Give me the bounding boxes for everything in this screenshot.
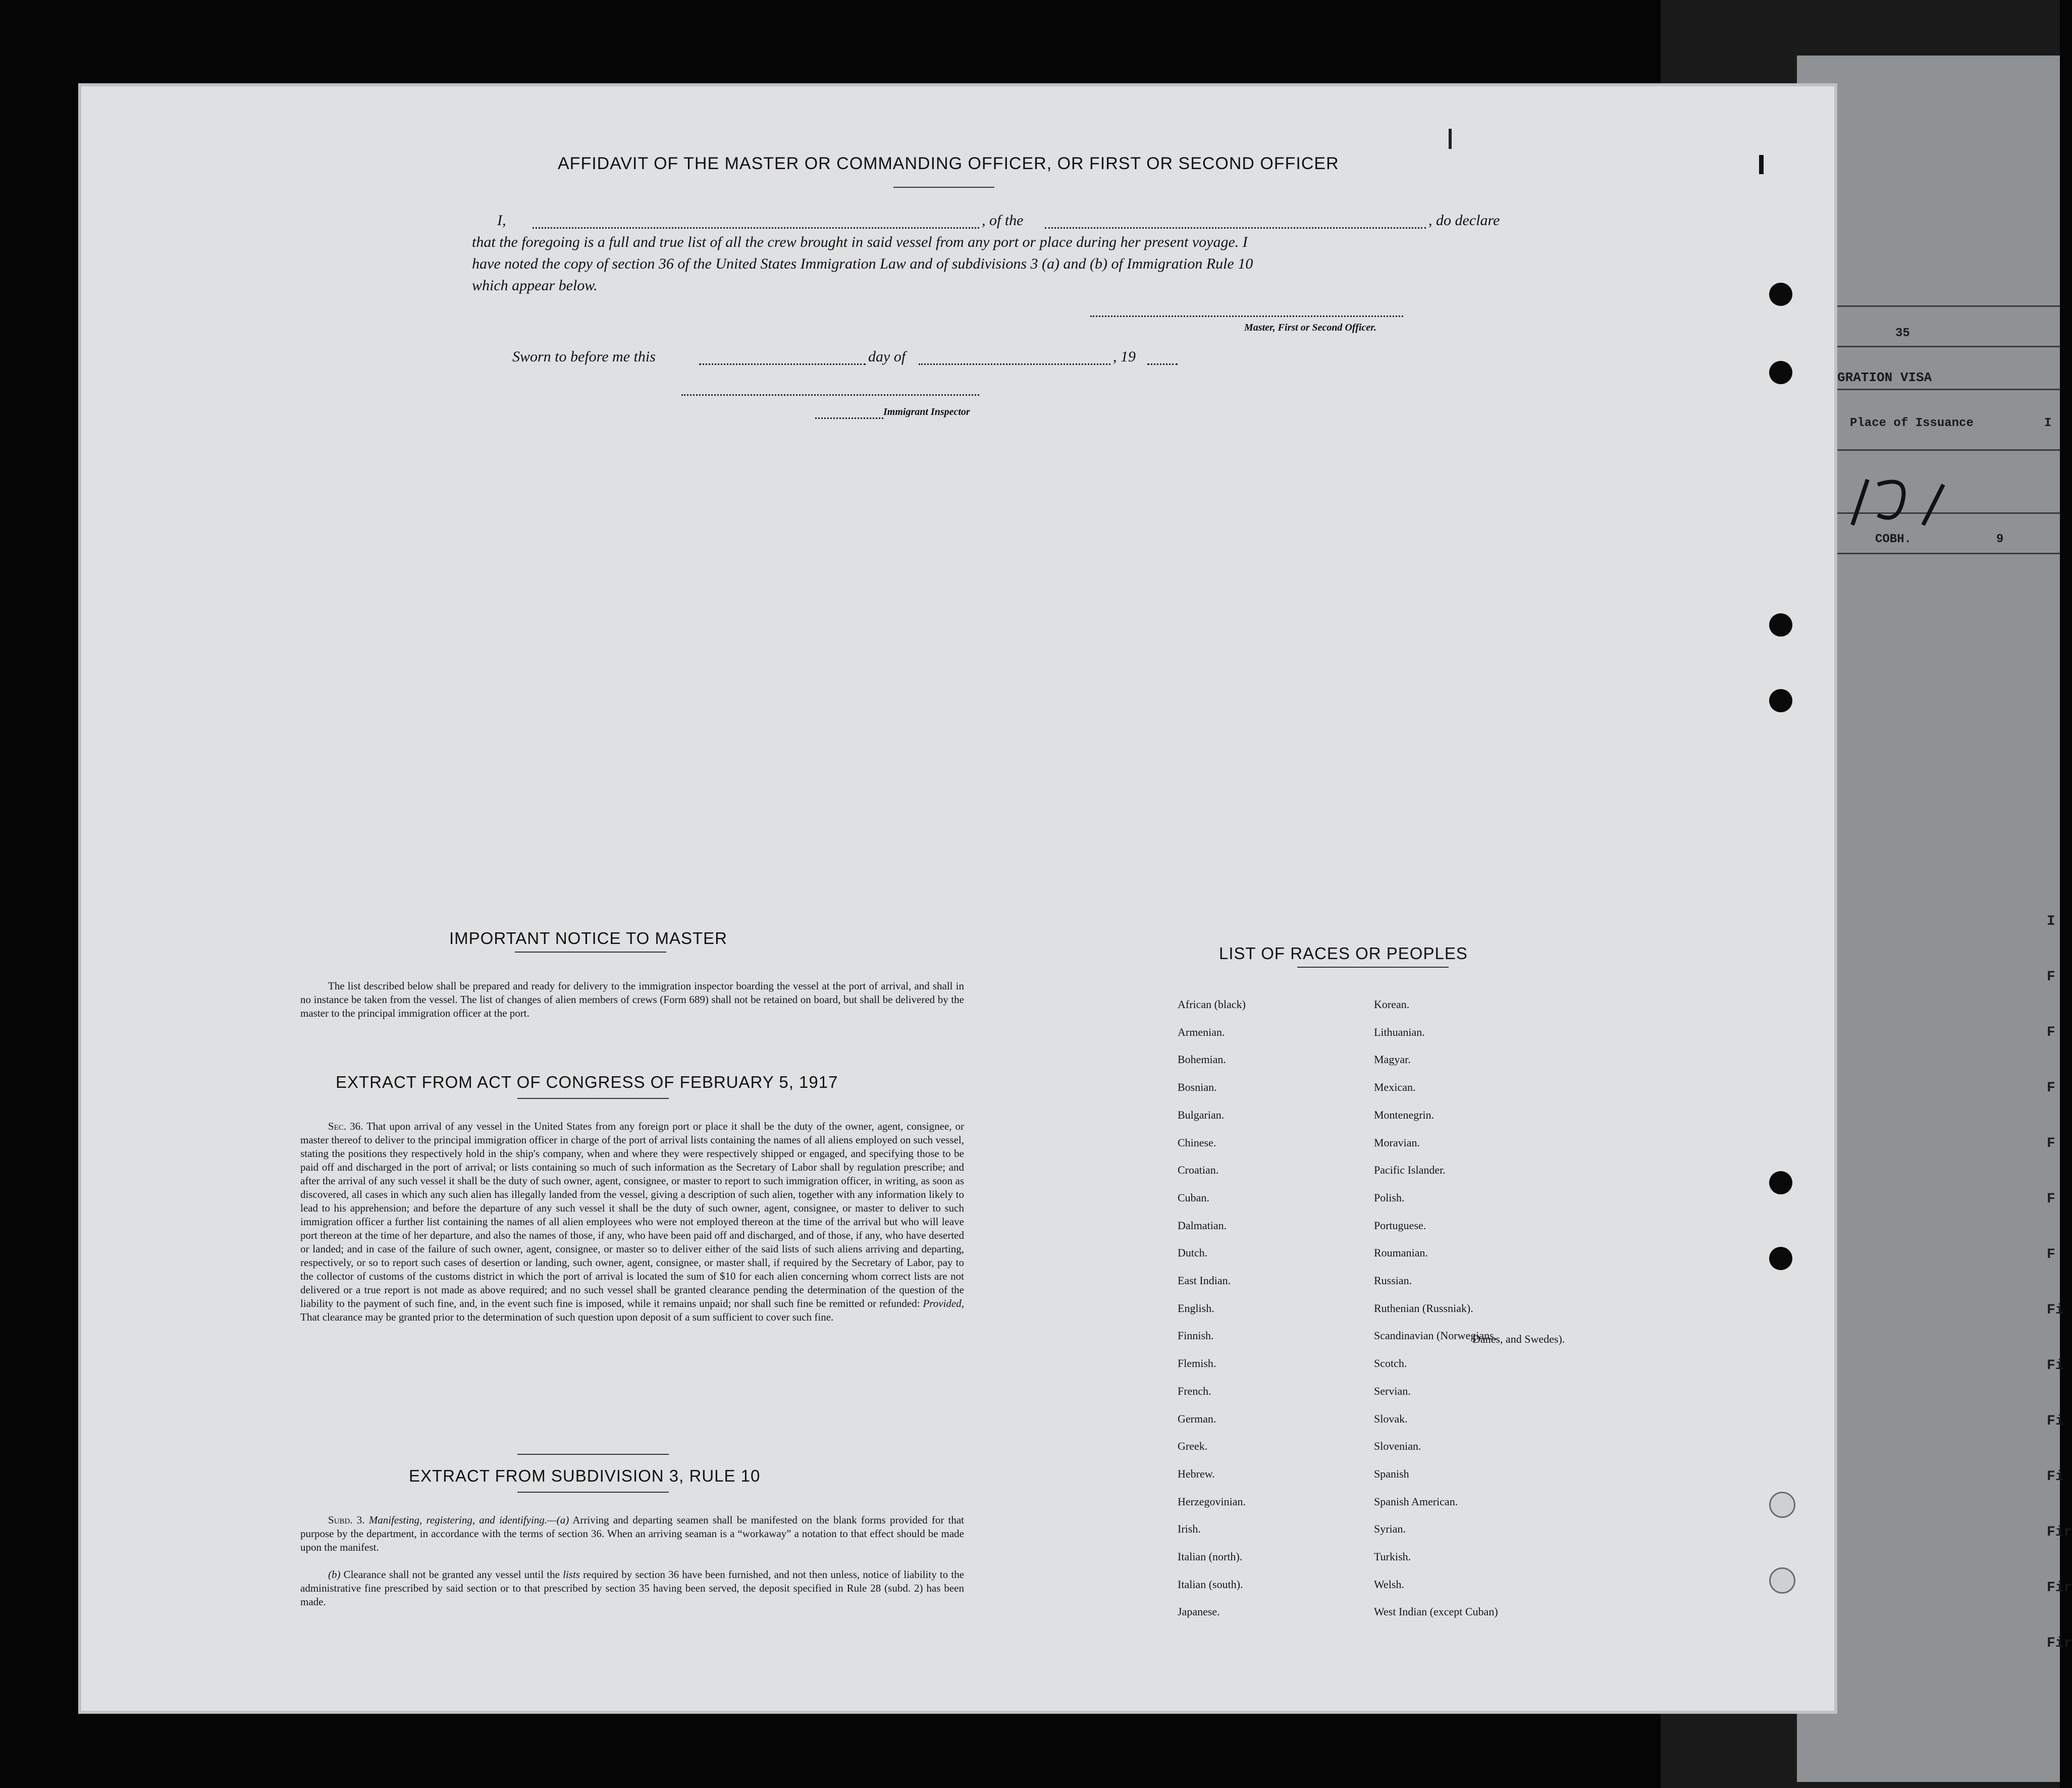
divider [893, 187, 994, 188]
race-item: West Indian (except Cuban) [1374, 1605, 1498, 1618]
race-item: Lithuanian. [1374, 1025, 1425, 1038]
year-text: , 19 [1113, 348, 1136, 365]
lists-word: lists [563, 1568, 580, 1581]
binder-hole-icon [1769, 1171, 1792, 1194]
sworn-day-field[interactable] [699, 363, 866, 365]
race-item: African (black) [1178, 998, 1246, 1011]
race-item: Scandinavian (Norwegians, [1374, 1329, 1497, 1342]
master-signature-field[interactable] [1090, 315, 1403, 317]
section-text: That upon arrival of any vessel in the United States from any foreign port or place it shall be the duty of the owner, agent, consignee, or master thereof to deliver to the principal immigration officer in charge of the port of arrival lists containing the names of all aliens employed on such vessel, stating the positions they respectively hold in the ship's company, when and where they were respectively shipped or engaged, and specifying those to be paid off and discharged in the port of arrival; or lists containing so much of such information as the Secretary of Labor shall by regulation prescribe; and after the arrival of any such vessel it shall be the duty of such owner, agent, consignee, or master to report to such immigration officer, in writing, as soon as discovered, all cases in which any such alien has illegally landed from the vessel, giving a description of such alien, together with any information likely to lead to his apprehension; and before the departure of any such vessel it shall be the duty of such owner, agent, consignee, or master to deliver to such immigration officer a further list containing the names of all alien employees who were not employed thereon at the time of the arrival but who will leave port thereon at the time of her departure, and also the names of those, if any, who have been paid off and discharged, and of those, if any, who have deserted or landed; and in case of the failure of such owner, agent, consignee, or master so to deliver either of the said lists of such aliens arriving and departing, respectively, or so to report such cases of desertion or landing, such owner, agent, consignee, or master shall, if required by the Secretary of Labor, pay to the collector of customs of the customs district in which the port of arrival is located the sum of $10 for each alien concerning whom correct lists are not delivered or a true report is not made as above required; and no such vessel shall be granted clearance pending the determination of the question of the liability to the payment of such fine, and, in the event such fine is imposed, while it remains unpaid; nor shall such fine be remitted or refunded: [300, 1120, 964, 1309]
binder-hole-icon [1769, 361, 1792, 384]
back-sheet-header-visa: GRATION VISA [1837, 370, 1932, 385]
race-item: Ruthenian (Russniak). [1374, 1301, 1473, 1314]
race-item: Finnish. [1178, 1329, 1214, 1342]
edge-fragment: I [2047, 914, 2055, 929]
binder-hole-icon [1769, 689, 1792, 712]
race-item: French. [1178, 1384, 1211, 1397]
sworn-text: Sworn to before me this [512, 348, 656, 365]
notice-body: The list described below shall be prepared and ready for delivery to the immigration inspector boarding the vessel at the port of arrival, and shall in no instance be taken from the vessel. The list of changes of alien members of crews (Form 689) shall not be retained on board, but shall be delivered by the master to the principal immigration officer at the port. [300, 980, 964, 1019]
race-item: Hebrew. [1178, 1467, 1215, 1480]
edge-fragment: F [2047, 1247, 2055, 1263]
race-item: Magyar. [1374, 1053, 1411, 1066]
binder-hole-icon [1769, 1247, 1792, 1270]
para-a-text: Arriving and departing seamen shall be manifested on the blank forms provided for that purpose by the department, in accordance with the terms of section 36. When an arriving seaman is a “workaway” a notation to that effect should be made upon the manifest. [300, 1514, 964, 1553]
race-item: Montenegrin. [1374, 1108, 1435, 1121]
race-item: Slovak. [1374, 1412, 1408, 1425]
race-item: Spanish [1374, 1467, 1409, 1480]
proviso-text: That clearance may be granted prior to the determination of such question upon deposit of a sum sufficient to cover such fine. [300, 1311, 834, 1323]
race-item: Croatian. [1178, 1164, 1219, 1177]
extract-act-title: EXTRACT FROM ACT OF CONGRESS OF FEBRUARY 5, 1917 [336, 1073, 838, 1091]
para-b-label: (b) [328, 1568, 341, 1581]
back-sheet-header-tail: I [2044, 416, 2052, 430]
notice-title: IMPORTANT NOTICE TO MASTER [449, 929, 728, 948]
binder-hole-icon [1769, 613, 1792, 637]
edge-fragment: Fir [2047, 1636, 2072, 1651]
race-item: Dalmatian. [1178, 1219, 1227, 1232]
binder-hole-open-icon [1769, 1492, 1795, 1518]
sworn-month-field[interactable] [919, 363, 1110, 365]
vessel-blank-field[interactable] [1045, 227, 1426, 229]
race-item: Korean. [1374, 998, 1410, 1011]
race-item: Italian (north). [1178, 1550, 1243, 1563]
race-item: Slovenian. [1374, 1440, 1421, 1453]
race-item: Cuban. [1178, 1191, 1209, 1204]
race-item: Chinese. [1178, 1136, 1216, 1149]
back-sheet-entry: COBH. [1875, 533, 1912, 546]
inspector-signature-field[interactable] [681, 394, 979, 396]
affidavit-title: AFFIDAVIT OF THE MASTER OR COMMANDING OFFICER, OR FIRST OR SECOND OFFICER [558, 154, 1339, 173]
edge-fragment: Fi [2047, 1469, 2064, 1485]
edge-fragment: Fi [2047, 1358, 2064, 1374]
inspector-label: Immigrant Inspector [883, 406, 970, 417]
race-item: Polish. [1374, 1191, 1405, 1204]
race-item: Irish. [1178, 1522, 1201, 1536]
edge-fragment: Fir [2047, 1524, 2072, 1540]
race-item: Italian (south). [1178, 1577, 1243, 1591]
race-item: Russian. [1374, 1274, 1412, 1287]
affidavit-of-the: , of the [982, 212, 1024, 229]
race-item: German. [1178, 1412, 1216, 1425]
race-item: Scotch. [1374, 1357, 1407, 1370]
race-item: Pacific Islander. [1374, 1164, 1446, 1177]
ink-mark [1449, 129, 1452, 149]
race-item: Turkish. [1374, 1550, 1411, 1563]
section-label: Sec. 36. [328, 1120, 363, 1132]
affidavit-line2: that the foregoing is a full and true list of all the crew brought in said vessel from any port or place during her present voyage. I [472, 234, 1248, 250]
race-item: Moravian. [1374, 1136, 1420, 1149]
extract-rule-para-a [300, 1513, 964, 1554]
race-item: Syrian. [1374, 1522, 1406, 1536]
edge-fragment: Fi [2047, 1413, 2064, 1429]
affidavit-line4: which appear below. [472, 277, 598, 294]
race-item: Bohemian. [1178, 1053, 1226, 1066]
race-item: Greek. [1178, 1440, 1208, 1453]
edge-fragment: F [2047, 1191, 2055, 1207]
race-item: Bulgarian. [1178, 1108, 1225, 1121]
divider [517, 1454, 669, 1455]
extract-rule-title: EXTRACT FROM SUBDIVISION 3, RULE 10 [409, 1466, 761, 1485]
edge-fragment: Fi [2047, 1302, 2064, 1318]
race-item: Spanish American. [1374, 1495, 1458, 1508]
race-item: Armenian. [1178, 1025, 1225, 1038]
edge-fragment: Fir [2047, 1580, 2072, 1596]
master-signature-label: Master, First or Second Officer. [1244, 322, 1376, 333]
race-item: Portuguese. [1374, 1219, 1426, 1232]
subdivision-heading: Manifesting, registering, and identifying.—(a) [368, 1514, 569, 1526]
divider [517, 1098, 669, 1099]
edge-fragment: F [2047, 969, 2055, 985]
race-item: Flemish. [1178, 1357, 1216, 1370]
binder-hole-icon [1769, 283, 1792, 306]
divider [515, 952, 666, 953]
affidavit-declare: , do declare [1428, 212, 1500, 229]
extract-rule-para-b [300, 1568, 964, 1609]
back-sheet-entry-tail: 9 [1996, 533, 2004, 546]
sworn-year-field[interactable] [1147, 363, 1178, 365]
race-item: Bosnian. [1178, 1081, 1217, 1094]
back-sheet-header-place: Place of Issuance [1850, 416, 1974, 430]
races-title: LIST OF RACES OR PEOPLES [1219, 944, 1468, 963]
edge-fragment: F [2047, 1136, 2055, 1151]
affidavit-line3: have noted the copy of section 36 of the United States Immigration Law and of subdivisions 3 (a) and (b) of Immigration Rule 10 [472, 255, 1253, 272]
race-item: Roumanian. [1374, 1246, 1428, 1259]
ink-mark [1759, 155, 1764, 174]
day-of-text: day of [868, 348, 906, 365]
race-item: Japanese. [1178, 1605, 1220, 1618]
extract-act-body [300, 1120, 964, 1324]
race-item: Welsh. [1374, 1577, 1404, 1591]
para-b-text-1: Clearance shall not be granted any vessel until the [343, 1568, 560, 1581]
affidavit-page [78, 83, 1837, 1714]
edge-fragment: F [2047, 1080, 2055, 1096]
binder-hole-open-icon [1769, 1567, 1795, 1594]
inspector-prefix-dots [815, 417, 883, 419]
handwritten-mark [1847, 469, 1948, 535]
race-item: Mexican. [1374, 1081, 1416, 1094]
race-scandinavian-continued: Danes, and Swedes). [1472, 1333, 1565, 1345]
para-b-text-2: required by section 36 have been furnished, and not then unless, notice of liability to the administrative fine prescribed by said section or to that prescribed by section 35 having been served, the deposit specified in Rule 28 (subd. 2) has been made. [300, 1568, 965, 1608]
affidavit-i: I, [497, 212, 506, 229]
edge-fragment: F [2047, 1025, 2055, 1040]
divider [1297, 967, 1449, 968]
divider [517, 1492, 669, 1493]
subdivision-label: Subd. 3. [328, 1514, 365, 1526]
race-item: Herzegovinian. [1178, 1495, 1246, 1508]
proviso-label: Provided, [923, 1297, 964, 1309]
name-blank-field[interactable] [533, 227, 979, 229]
race-item: Servian. [1374, 1384, 1411, 1397]
race-item: Dutch. [1178, 1246, 1208, 1259]
race-item: East Indian. [1178, 1274, 1231, 1287]
back-sheet-number: 35 [1895, 327, 1910, 340]
race-item: English. [1178, 1301, 1214, 1314]
